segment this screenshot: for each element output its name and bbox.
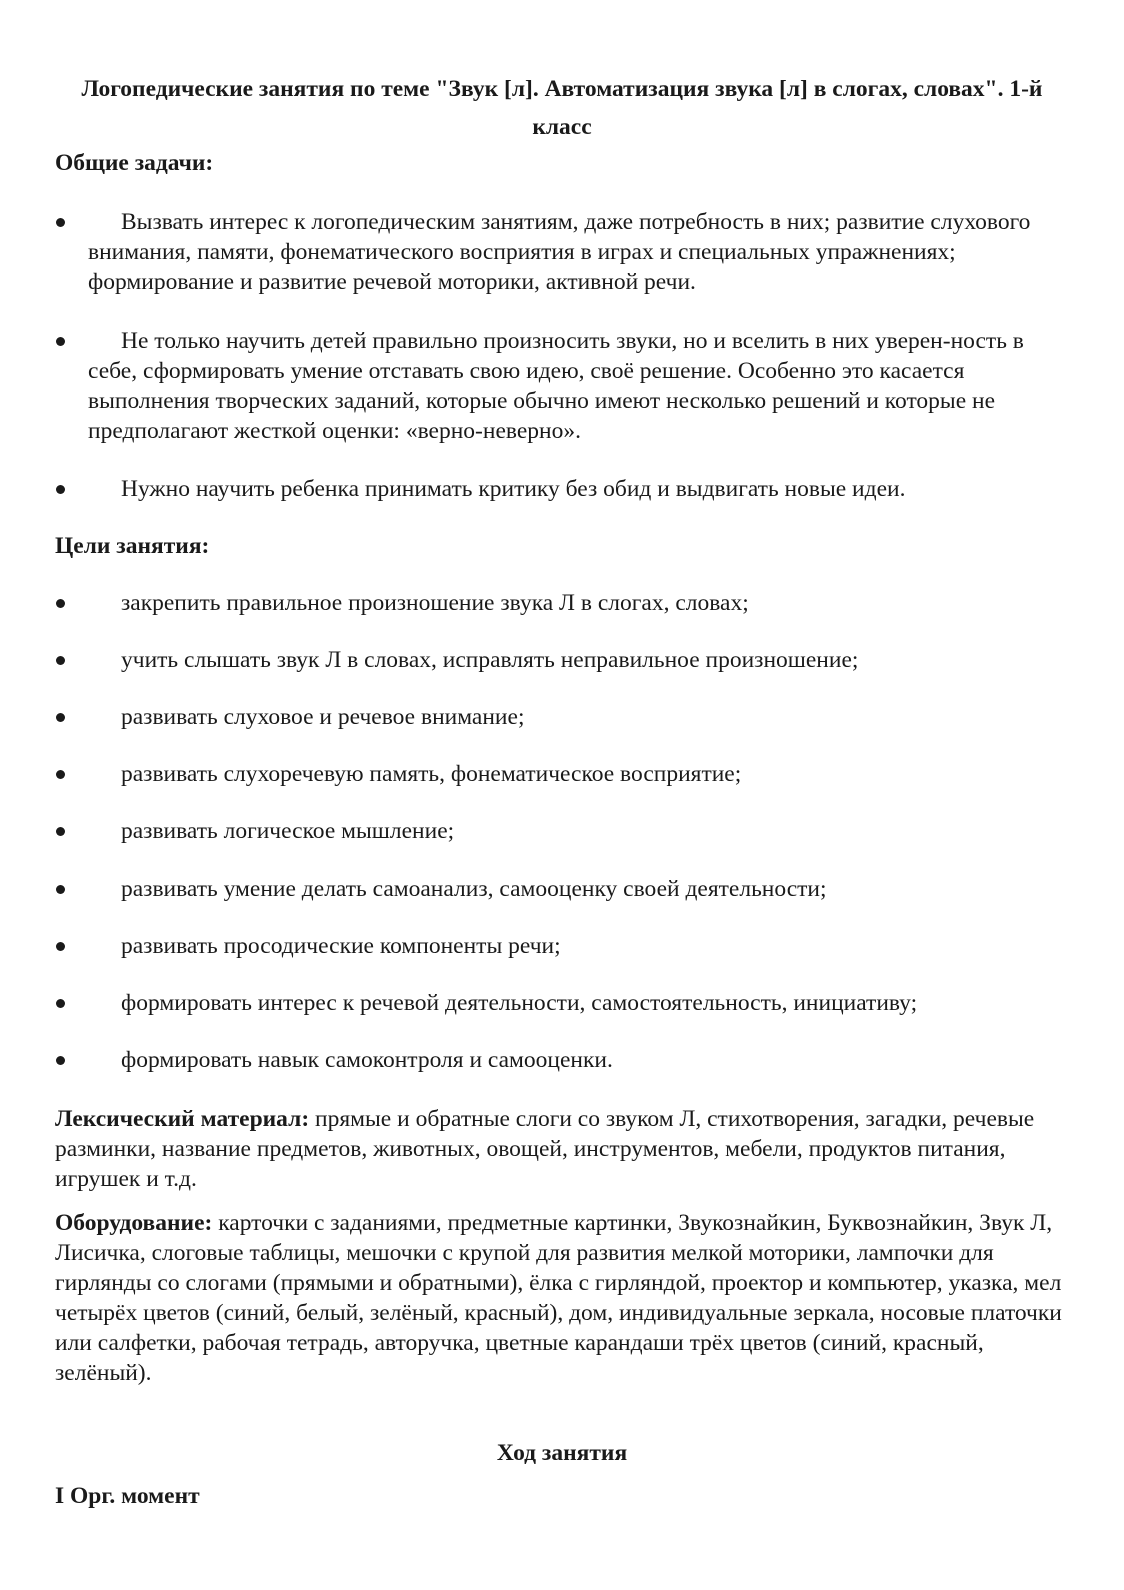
bullet-icon xyxy=(56,942,65,951)
list-item-text: формировать интерес к речевой деятельности, самостоятельность, инициативу; xyxy=(121,990,918,1016)
general-tasks-heading: Общие задачи: xyxy=(55,150,214,176)
bullet-icon xyxy=(56,827,65,836)
bullet-icon xyxy=(56,1056,65,1065)
document-title: Логопедические занятия по теме "Звук [л]. Автоматизация звука [л] в слогах, словах". 1-й класс xyxy=(81,76,1043,140)
list-item-text: учить слышать звук Л в словах, исправлять неправильное произношение; xyxy=(121,647,859,673)
lexical-material-paragraph xyxy=(55,1104,1070,1194)
bullet-icon xyxy=(56,218,65,227)
bullet-icon xyxy=(56,713,65,722)
list-item-text: развивать просодические компоненты речи; xyxy=(121,933,561,959)
bullet-icon xyxy=(56,337,65,346)
bullet-icon xyxy=(56,656,65,665)
section-one-heading: I Орг. момент xyxy=(55,1483,200,1509)
lexical-material-text: прямые и обратные слоги со звуком Л, стихотворения, загадки, речевые разминки, название предметов, животных, овощей, инструментов, мебели, продуктов питания, игрушек и т.д. xyxy=(55,1106,1035,1192)
bullet-icon xyxy=(56,770,65,779)
lesson-progress-heading: Ход занятия xyxy=(496,1440,628,1466)
list-item-text: формировать навык самоконтроля и самооценки. xyxy=(121,1047,613,1073)
equipment-label: Оборудование: xyxy=(55,1210,213,1236)
lesson-goals-heading: Цели занятия: xyxy=(55,533,210,559)
list-item-text: развивать умение делать самоанализ, самооценку своей деятельности; xyxy=(121,876,827,902)
lexical-material-label: Лексический материал: xyxy=(55,1106,310,1132)
list-item-text: развивать слухоречевую память, фонематическое восприятие; xyxy=(121,761,742,787)
bullet-icon xyxy=(56,485,65,494)
list-item-text: Не только научить детей правильно произносить звуки, но и вселить в них уверен-ность в себе, сформировать умение отставать свою идею, своё решение. Особенно это касается выполнения творческих заданий, которые обычно имеют несколько решений и которые не предполагают жесткой оценки: «верно-неверно». xyxy=(88,328,1024,444)
list-item-text: Вызвать интерес к логопедическим занятиям, даже потребность в них; развитие слухового внимания, памяти, фонематического восприятия в играх и специальных упражнениях; формирование и развитие речевой моторики, активной речи. xyxy=(88,209,1031,295)
bullet-icon xyxy=(56,999,65,1008)
bullet-icon xyxy=(56,885,65,894)
equipment-paragraph xyxy=(55,1208,1070,1388)
bullet-icon xyxy=(56,599,65,608)
list-item-text: закрепить правильное произношение звука Л в слогах, словах; xyxy=(121,590,749,616)
list-item-text: развивать логическое мышление; xyxy=(121,818,455,844)
list-item-text: развивать слуховое и речевое внимание; xyxy=(121,704,525,730)
equipment-text: карточки с заданиями, предметные картинки, Звукознайкин, Буквознайкин, Звук Л, Лисичка, слоговые таблицы, мешочки с крупой для развития мелкой моторики, лампочки для гирлянды со слогами (прямыми и обратными), ёлка с гирляндой, проектор и компьютер, указка, мел четырёх цветов (синий, белый, зелёный, красный), дом, индивидуальные зеркала, носовые платочки или салфетки, рабочая тетрадь, авторучка, цветные карандаши трёх цветов (синий, красный, зелёный). xyxy=(55,1210,1062,1386)
list-item-text: Нужно научить ребенка принимать критику без обид и выдвигать новые идеи. xyxy=(121,476,906,502)
